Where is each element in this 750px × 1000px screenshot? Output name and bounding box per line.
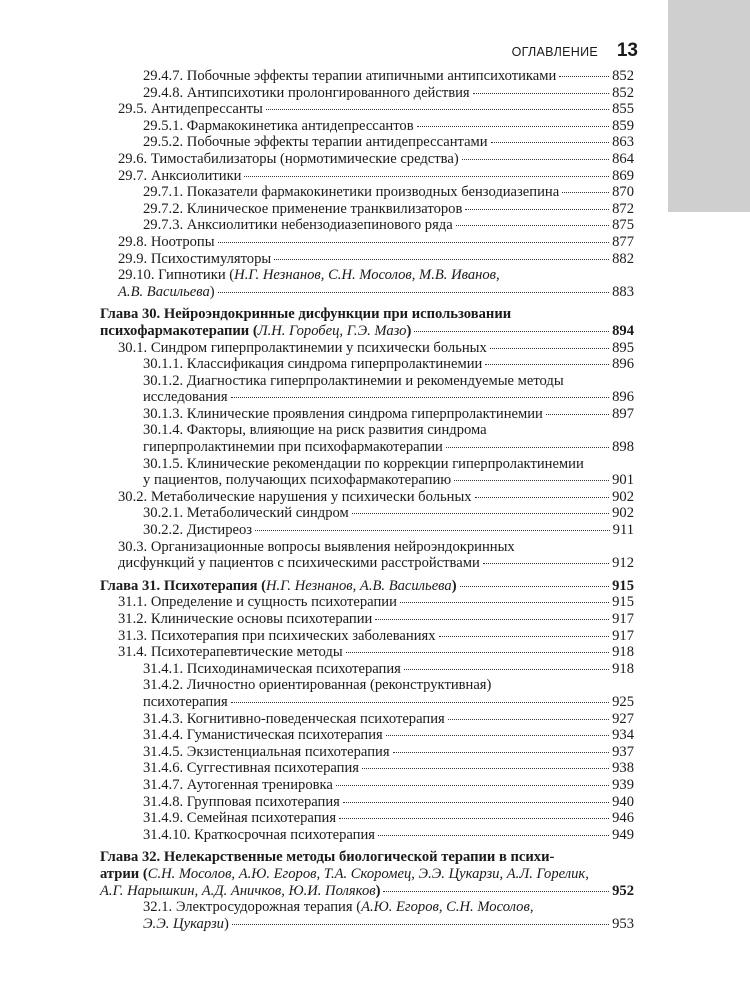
toc-entry-text [143,760,359,777]
toc-page-number: 925 [612,693,634,710]
toc-entry-text [118,611,372,628]
toc-page-number: 937 [612,743,634,760]
toc-entry-text [143,522,252,539]
toc-entry-title: психофармакотерапии ( [100,322,258,339]
toc-entry-line [143,118,634,135]
toc-entry-title: дисфункций у пациентов с психическими расстройствами [118,555,480,572]
toc-entry-line [118,151,634,168]
toc-chapter-entry [100,578,634,595]
toc-entry-line [143,134,634,151]
toc-entry-authors: Л.Н. Горобец, Г.Э. Мазо [257,322,407,339]
toc-entry-line [143,827,634,844]
toc-entry-title: Глава 32. Нелекарственные методы биологической терапии в психи- [100,849,555,866]
toc-page-number: 934 [612,727,634,744]
toc-entry-line [143,373,634,390]
toc-entry-authors: А.В. Васильева [118,283,210,300]
toc-page-number: 902 [612,505,634,522]
dot-leader [400,602,609,603]
toc-page-number: 911 [612,522,634,539]
toc-entry-line [100,323,634,340]
dot-leader [339,818,609,819]
toc-entry [100,711,634,728]
dot-leader [343,802,609,803]
dot-leader [414,331,609,332]
toc-entry [100,777,634,794]
toc-entry-text [118,555,480,572]
toc-entry-line [118,555,634,572]
toc-page-number: 940 [612,793,634,810]
toc-entry-text [118,234,215,251]
toc-page-number: 875 [612,217,634,234]
toc-entry-line [143,661,634,678]
toc-entry-title: 29.5. Антидепрессанты [118,101,263,118]
toc-page-number: 917 [612,627,634,644]
running-head-title: ОГЛАВЛЕНИЕ [511,45,598,59]
toc-entry-authors: А.Г. Нарышкин, А.Д. Аничков, Ю.И. Поляков [100,882,376,899]
toc-entry-line [143,406,634,423]
toc-entry [100,267,634,300]
toc-entry-line [118,251,634,268]
toc-entry-line [143,694,634,711]
toc-entry [100,234,634,251]
toc-entry [100,151,634,168]
toc-entry-text [118,284,215,301]
toc-entry-text [118,151,459,168]
toc-entry-title: 30.3. Организационные вопросы выявления нейроэндокринных [118,538,515,555]
toc-page-number: 898 [612,439,634,456]
dot-leader [255,530,610,531]
dot-leader [231,397,610,398]
toc-entry-title: 31.4.7. Аутогенная тренировка [143,776,333,793]
toc-entry-text [143,406,543,423]
toc-page-number: 877 [612,233,634,250]
toc-entry-line [143,677,634,694]
toc-entry-title: 32.1. Электросудорожная терапия ( [143,899,362,916]
toc-entry-text [143,85,470,102]
toc-entry-text [143,356,482,373]
toc-entry [100,827,634,844]
toc-page-number: 939 [612,776,634,793]
toc-entry-title: 31.4.6. Суггестивная психотерапия [143,760,359,777]
toc-entry [100,628,634,645]
page-number: 13 [616,40,638,61]
dot-leader [383,891,609,892]
toc-entry-title: 29.8. Ноотропы [118,233,215,250]
toc-entry-title: 30.1.4. Факторы, влияющие на риск развития синдрома [143,422,487,439]
toc-entry-title: 31.4. Психотерапевтические методы [118,644,343,661]
toc-entry-line [100,849,634,866]
toc-entry-title: 31.4.8. Групповая психотерапия [143,793,340,810]
toc-entry-title: 29.7.2. Клиническое применение транквилизаторов [143,200,463,217]
toc-entry-text [143,711,445,728]
toc-entry [100,539,634,572]
toc-chapter-entry [100,849,634,899]
toc-page-number: 912 [612,555,634,572]
toc-entry-title: 31.4.9. Семейная психотерапия [143,810,337,827]
toc-page-number: 882 [612,250,634,267]
toc-entry-line [143,727,634,744]
toc-entry [100,727,634,744]
toc-entry-text [100,578,457,595]
toc-entry-text [118,101,263,118]
toc-page-number: 864 [612,150,634,167]
toc-entry-text [118,251,271,268]
toc-entry [100,68,634,85]
toc-page-number: 918 [612,644,634,661]
running-head [480,40,638,64]
toc-entry-title: исследования [143,389,228,406]
toc-entry-line [143,201,634,218]
toc-entry-title: 31.4.2. Личностно ориентированная (реконструктивная) [143,677,492,694]
toc-entry-text [143,68,556,85]
toc-entry-title: гиперпролактинемии при психофармакотерапии [143,439,443,456]
toc-entry-title: 30.1. Синдром гиперпролактинемии у психически больных [118,339,487,356]
toc-entry-line [143,794,634,811]
toc-entry-text [143,727,383,744]
toc-entry-text [143,389,228,406]
dot-leader [218,242,610,243]
toc-entry-text [143,916,229,933]
toc-entry-line [118,284,634,301]
toc-entry [100,184,634,201]
toc-entry-authors: Н.Г. Незнанов, А.В. Васильева [266,577,452,594]
toc-entry-title: 30.2.1. Метаболический синдром [143,505,349,522]
toc-entry [100,594,634,611]
toc-entry [100,422,634,455]
toc-entry-line [143,456,634,473]
toc-entry-authors: Э.Э. Цукарзи [143,915,224,932]
toc-page-number: 896 [612,389,634,406]
toc-page-number: 917 [612,611,634,627]
toc-entry-title: 29.4.8. Антипсихотики пролонгированного действия [143,84,470,101]
toc-entry [100,134,634,151]
toc-entry [100,744,634,761]
toc-entry-line [143,810,634,827]
toc-entry-title-tail: ) [375,882,381,899]
dot-leader [483,563,609,564]
dot-leader [378,835,609,836]
toc-entry [100,201,634,218]
toc-page-number: 896 [612,356,634,373]
toc-entry-title: 31.4.4. Гуманистическая психотерапия [143,727,383,744]
toc-entry [100,118,634,135]
toc-entry-line [143,899,634,916]
toc-entry-line [118,539,634,556]
thumb-index-tab [668,0,750,212]
toc-entry-title: 31.1. Определение и сущность психотерапии [118,594,397,611]
dot-leader [386,735,609,736]
dot-leader [559,76,609,77]
toc-page-number: 902 [612,488,634,505]
toc-page-number: 946 [612,810,634,827]
toc-entry-text [143,472,451,489]
dot-leader [274,259,609,260]
dot-leader [336,785,609,786]
toc-entry [100,168,634,185]
toc-entry-title: 31.3. Психотерапия при психических заболеваниях [118,627,436,644]
toc-entry-title: 29.4.7. Побочные эффекты терапии атипичными антипсихотиками [143,68,557,84]
toc-entry-text [143,694,228,711]
toc-entry-line [118,234,634,251]
toc-entry-line [118,611,634,628]
toc-page-number: 918 [612,660,634,677]
toc-page-number: 953 [612,915,634,932]
toc-entry-title: 31.4.3. Когнитивно-поведенческая психотерапия [143,710,445,727]
toc-entry [100,899,634,932]
toc-page-number: 859 [612,117,634,134]
toc-entry-line [118,101,634,118]
toc-entry-title: Глава 30. Нейроэндокринные дисфункции при использовании [100,306,512,323]
toc-page-number: 952 [612,882,634,899]
toc-page-number: 894 [612,322,634,339]
toc-entry-text [118,644,343,661]
toc-entry-title-tail: ) [209,283,215,300]
dot-leader [454,480,609,481]
toc-entry [100,489,634,506]
toc-entry [100,356,634,373]
toc-entry-text [118,628,436,645]
toc-entry-title: 29.7. Анксиолитики [118,167,242,184]
toc-page-number: 852 [612,68,634,84]
toc-page-number: 870 [612,184,634,201]
toc-entry [100,505,634,522]
toc-entry-title: 31.4.10. Краткосрочная психотерапия [143,826,375,843]
toc-entry-title-tail: ) [406,322,412,339]
toc-entry [100,794,634,811]
toc-entry-title: 29.7.1. Показатели фармакокинетики производных бензодиазепина [143,184,560,201]
toc-entry-line [118,267,634,284]
toc-entry [100,760,634,777]
dot-leader [393,752,610,753]
toc-entry-title: 29.9. Психостимуляторы [118,250,272,267]
toc-entry-title: 29.7.3. Анксиолитики небензодиазепинового ряда [143,217,453,234]
toc-entry-line [143,916,634,933]
toc-entry-text [100,883,380,900]
toc-entry-title: Глава 31. Психотерапия ( [100,577,267,594]
toc-page-number: 855 [612,101,634,118]
dot-leader [232,924,609,925]
dot-leader [448,719,609,720]
toc-entry-text [143,505,349,522]
dot-leader [465,209,609,210]
toc-page-number: 863 [612,134,634,151]
toc-entry-line [143,522,634,539]
toc-entry [100,611,634,628]
toc-entry-text [143,661,401,678]
toc-entry-title: атрии ( [100,865,148,882]
dot-leader [491,142,610,143]
toc-entry [100,373,634,406]
dot-leader [485,364,609,365]
toc-entry-text [143,827,375,844]
toc-entry-title: 30.1.5. Клинические рекомендации по коррекции гиперпролактинемии [143,455,584,472]
toc-entry-title: 30.1.2. Диагностика гиперпролактинемии и рекомендуемые методы [143,372,564,389]
toc-entry-line [143,777,634,794]
toc-entry-title: 31.4.1. Психодинамическая психотерапия [143,660,401,677]
toc-entry-text [118,340,487,357]
toc-entry-title: 30.2.2. Дистиреоз [143,522,253,539]
toc-entry-text [143,777,333,794]
toc-entry-line [143,217,634,234]
dot-leader [460,586,610,587]
toc-entry [100,644,634,661]
toc-page-number: 915 [612,594,634,611]
toc-entry-title: 29.5.2. Побочные эффекты терапии антидепрессантами [143,134,488,151]
toc-entry-text [143,201,462,218]
dot-leader [446,447,609,448]
toc-entry-title: 31.2. Клинические основы психотерапии [118,611,373,627]
dot-leader [475,497,610,498]
toc-entry-text [143,118,414,135]
toc-entry-line [118,628,634,645]
toc-entry-title: 31.4.5. Экзистенциальная психотерапия [143,743,390,760]
toc-entry-text [118,489,472,506]
toc-entry-authors: С.Н. Мосолов, А.Ю. Егоров, Т.А. Скоромец, Э.Э. Цукарзи, А.Л. Горелик, [147,865,589,882]
toc-entry-text [143,439,443,456]
toc-entry [100,522,634,539]
toc-entry [100,101,634,118]
dot-leader [362,768,609,769]
toc-entry-line [143,356,634,373]
toc-entry-line [143,744,634,761]
toc-page-number: 949 [612,826,634,843]
toc-entry-line [143,68,634,85]
toc-entry [100,340,634,357]
toc-entry-title: 29.10. Гипнотики ( [118,267,235,284]
toc-entry [100,85,634,102]
dot-leader [439,636,610,637]
toc-entry-title: психотерапия [143,693,228,710]
dot-leader [346,652,609,653]
toc-entry-line [118,594,634,611]
toc-entry-text [143,134,488,151]
toc-page-number: 869 [612,167,634,184]
toc-entry-line [118,644,634,661]
toc-entry-text [143,744,390,761]
dot-leader [562,192,609,193]
toc-entry-title: 29.6. Тимостабилизаторы (нормотимические средства) [118,150,459,167]
toc-page-number: 852 [612,84,634,101]
dot-leader [473,93,609,94]
toc-entry-title-tail: ) [451,577,457,594]
toc-entry-text [118,168,241,185]
toc-entry-text [143,810,336,827]
toc-entry-line [143,711,634,728]
dot-leader [417,126,609,127]
toc-entry [100,661,634,678]
toc-entry-line [143,85,634,102]
toc-entry-line [143,439,634,456]
toc-page-number: 872 [612,200,634,217]
toc-entry [100,217,634,234]
toc-entry-title: 30.2. Метаболические нарушения у психически больных [118,488,472,505]
dot-leader [404,669,609,670]
toc-entry-text [118,594,397,611]
toc-entry-line [143,505,634,522]
toc-entry-title: у пациентов, получающих психофармакотерапию [143,472,452,489]
toc-entry-line [100,306,634,323]
toc-entry [100,810,634,827]
toc-entry-text [100,323,411,340]
toc-entry-line [143,389,634,406]
toc-entry-line [143,184,634,201]
toc-entry-line [143,472,634,489]
dot-leader [462,159,609,160]
dot-leader [352,513,609,514]
toc-entry-line [100,883,634,900]
toc-entry-title: 30.1.3. Клинические проявления синдрома гиперпролактинемии [143,405,543,422]
toc-entry-text [143,794,340,811]
toc-entry-authors: Н.Г. Незнанов, С.Н. Мосолов, М.В. Иванов, [234,267,500,284]
toc-page-number: 938 [612,760,634,777]
toc-entry [100,456,634,489]
toc-entry-text [143,217,453,234]
toc-page-number: 915 [612,577,634,594]
dot-leader [231,702,609,703]
toc-entry-title-tail: ) [223,915,229,932]
dot-leader [266,109,609,110]
toc-entry [100,677,634,710]
dot-leader [456,225,609,226]
toc-entry-line [100,866,634,883]
toc-entry-line [118,168,634,185]
dot-leader [490,348,609,349]
toc-entry-line [118,340,634,357]
toc-entry-line [143,760,634,777]
toc-page-number: 883 [612,283,634,300]
dot-leader [375,619,609,620]
dot-leader [218,292,609,293]
toc-page-number: 895 [612,339,634,356]
dot-leader [244,176,609,177]
toc-entry-line [143,422,634,439]
toc-entry [100,406,634,423]
toc-entry-title: 29.5.1. Фармакокинетика антидепрессантов [143,117,414,134]
toc-entry-text [143,184,559,201]
toc-entry-line [100,578,634,595]
toc-entry-authors: А.Ю. Егоров, С.Н. Мосолов, [361,899,534,916]
toc-page-number: 927 [612,710,634,727]
toc-chapter-entry [100,306,634,339]
toc-entry-title: 30.1.1. Классификация синдрома гиперпролактинемии [143,356,483,373]
toc-entry-line [118,489,634,506]
toc-entry [100,251,634,268]
toc-page-number: 897 [612,405,634,422]
dot-leader [546,414,609,415]
toc-page-number: 901 [612,472,634,489]
table-of-contents [100,68,634,932]
